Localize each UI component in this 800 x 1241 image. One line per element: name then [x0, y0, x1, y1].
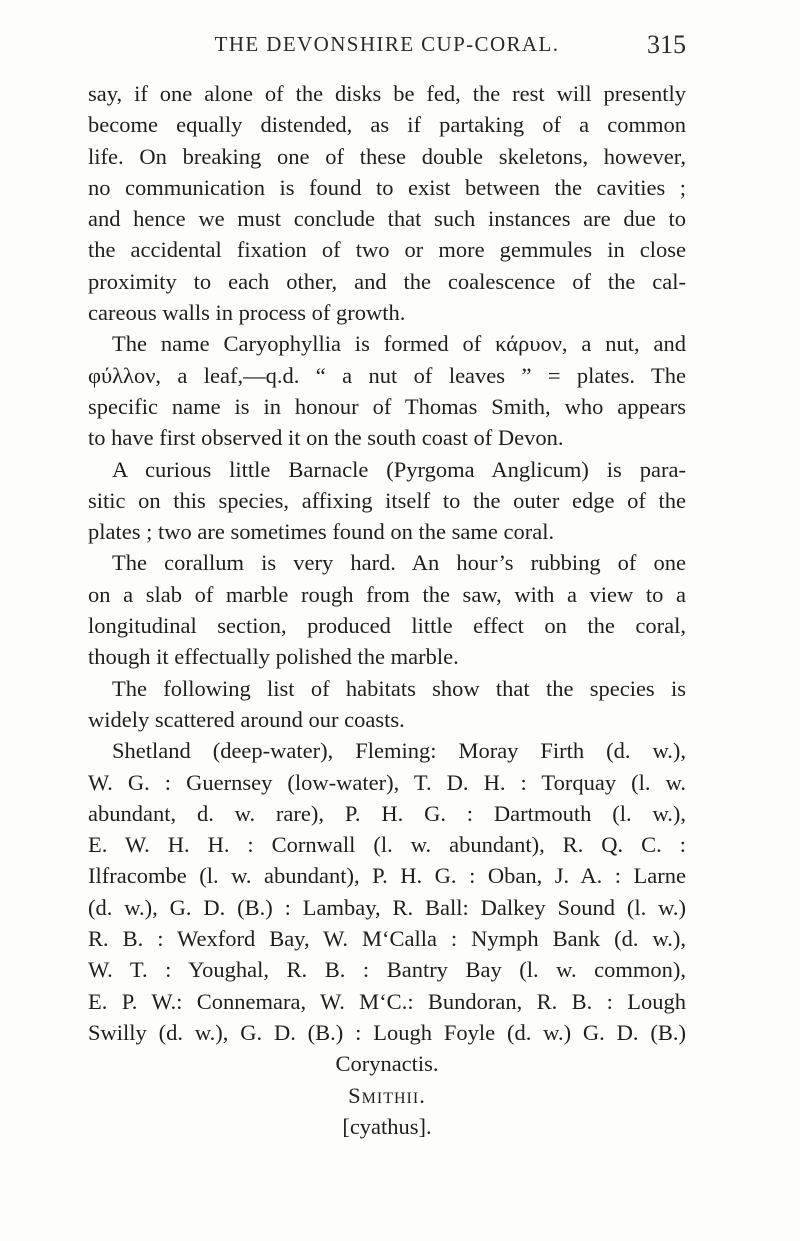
text-line: though it effectually polished the marble.	[88, 644, 459, 670]
text-line: to have first observed it on the south coast of Devon.	[88, 425, 564, 451]
text-line: and hence we must conclude that such instances are due to	[88, 206, 686, 232]
text-line: E. P. W.: Connemara, W. M‘C.: Bundoran, R. B. : Lough	[88, 988, 686, 1014]
text-line: no communication is found to exist between the cavities ;	[88, 174, 686, 200]
text-line: φύλλον, a leaf,—q.d. “ a nut of leaves ” = plates. The	[88, 362, 686, 388]
text-line: life. On breaking one of these double skeletons, however,	[88, 143, 686, 169]
synonym-heading: [cyathus].	[342, 1113, 432, 1139]
text-line: E. W. H. H. : Cornwall (l. w. abundant), R. Q. C. :	[88, 832, 686, 858]
text-line: widely scattered around our coasts.	[88, 706, 405, 732]
body-text	[88, 78, 686, 1142]
running-head: THE DEVONSHIRE CUP-CORAL.	[214, 32, 560, 56]
text-line: become equally distended, as if partaking of a common	[88, 112, 686, 138]
species-heading: Smithii.	[348, 1082, 426, 1108]
text-line: A curious little Barnacle (Pyrgoma Anglicum) is para-	[112, 456, 686, 482]
text-line: specific name is in honour of Thomas Smith, who appears	[88, 393, 686, 419]
text-line: W. G. : Guernsey (low-water), T. D. H. : Torquay (l. w.	[88, 769, 686, 795]
genus-heading: Corynactis.	[335, 1051, 439, 1077]
text-line: careous walls in process of growth.	[88, 300, 406, 326]
text-line: R. B. : Wexford Bay, W. M‘Calla : Nymph Bank (d. w.),	[88, 926, 686, 952]
text-line: say, if one alone of the disks be fed, the rest will presently	[88, 81, 686, 106]
text-line: The following list of habitats show that the species is	[112, 675, 686, 701]
text-line: Ilfracombe (l. w. abundant), P. H. G. : Oban, J. A. : Larne	[88, 863, 686, 889]
text-line: The name Caryophyllia is formed of κάρυον, a nut, and	[112, 331, 686, 357]
text-line: abundant, d. w. rare), P. H. G. : Dartmouth (l. w.),	[88, 800, 686, 826]
page-number: 315	[647, 30, 686, 59]
text-line: (d. w.), G. D. (B.) : Lambay, R. Ball: Dalkey Sound (l. w.)	[88, 894, 686, 920]
text-line: Shetland (deep-water), Fleming: Moray Firth (d. w.),	[112, 738, 686, 764]
page-header	[88, 32, 686, 66]
text-line: W. T. : Youghal, R. B. : Bantry Bay (l. w. common),	[88, 957, 686, 983]
text-line: Swilly (d. w.), G. D. (B.) : Lough Foyle (d. w.) G. D. (B.)	[88, 1019, 686, 1045]
text-line: on a slab of marble rough from the saw, with a view to a	[88, 581, 686, 607]
text-line: The corallum is very hard. An hour’s rubbing of one	[112, 550, 686, 576]
text-line: plates ; two are sometimes found on the same coral.	[88, 519, 555, 545]
text-line: sitic on this species, affixing itself to the outer edge of the	[88, 487, 686, 513]
text-line: the accidental fixation of two or more gemmules in close	[88, 237, 686, 263]
text-line: proximity to each other, and the coalescence of the cal-	[88, 268, 686, 294]
text-line: longitudinal section, produced little effect on the coral,	[88, 613, 686, 639]
